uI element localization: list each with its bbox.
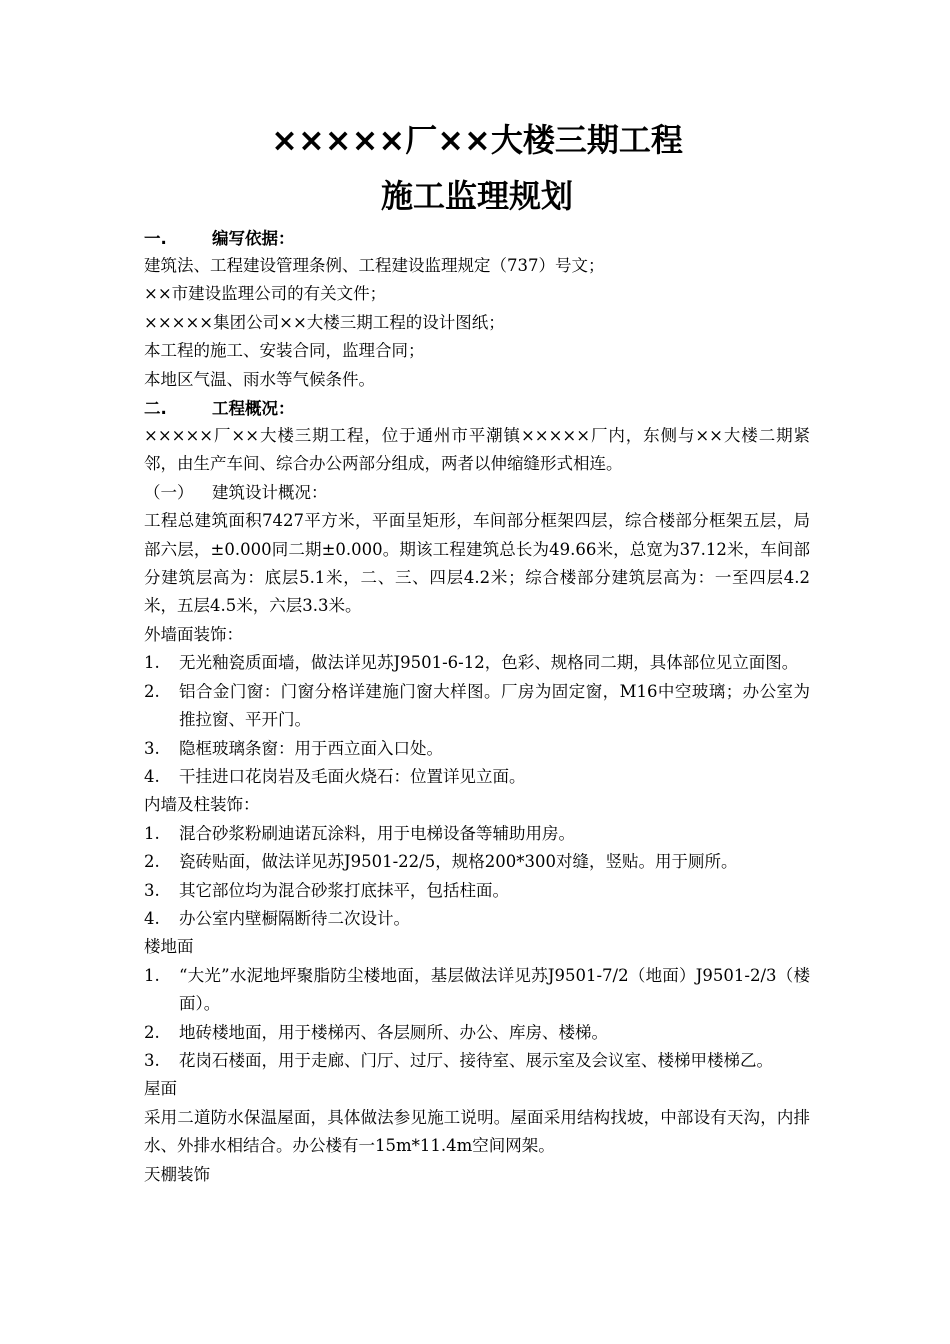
list-item <box>144 649 810 677</box>
list-item-number: 3. <box>144 880 160 900</box>
floor-label: 楼地面 <box>144 937 194 957</box>
exterior-label: 外墙面装饰： <box>144 624 243 644</box>
list-item-text: 混合砂浆粉刷迪诺瓦涂料，用于电梯设备等辅助用房。 <box>179 823 575 843</box>
basis-line: 本地区气温、雨水等气候条件。 <box>144 369 375 389</box>
list-item-text: 地砖楼地面，用于楼梯丙、各层厕所、办公、库房、楼梯。 <box>179 1022 608 1042</box>
list-item <box>144 905 810 933</box>
basis-line: ×××××集团公司××大楼三期工程的设计图纸； <box>144 312 505 332</box>
list-item-number: 1. <box>144 965 160 985</box>
list-item <box>144 820 810 848</box>
basis-line: ××市建设监理公司的有关文件； <box>144 284 387 304</box>
list-item <box>144 962 810 1019</box>
document-page <box>144 112 810 1189</box>
list-item-text: 干挂进口花岗岩及毛面火烧石：位置详见立面。 <box>179 766 526 786</box>
list-item-text: 其它部位均为混合砂浆打底抹平，包括柱面。 <box>179 880 509 900</box>
section2-number: 二. <box>144 399 167 419</box>
project-overview-paragraph: ×××××厂××大楼三期工程，位于通州市平潮镇×××××厂内，东侧与××大楼二期紧邻，由生产车间、综合办公两部分组成，两者以伸缩缝形式相连。 <box>144 426 810 474</box>
list-item <box>144 735 810 763</box>
list-item-text: 隐框玻璃条窗：用于西立面入口处。 <box>179 738 443 758</box>
list-item <box>144 678 810 735</box>
basis-line: 本工程的施工、安装合同，监理合同； <box>144 341 425 361</box>
architecture-subheading-number: （一） <box>144 482 194 502</box>
roof-label: 屋面 <box>144 1079 177 1099</box>
list-item <box>144 763 810 791</box>
list-item-text: 花岗石楼面，用于走廊、门厅、过厅、接待室、展示室及会议室、楼梯甲楼梯乙。 <box>179 1050 773 1070</box>
section2-heading <box>144 396 810 422</box>
list-item-number: 2. <box>144 852 160 872</box>
section1-heading <box>144 226 810 252</box>
section1-title: 编写依据： <box>212 229 295 248</box>
basis-line: 建筑法、工程建设管理条例、工程建设监理规定（737）号文； <box>144 256 605 275</box>
list-item-number: 4. <box>144 908 160 928</box>
list-item <box>144 877 810 905</box>
list-item-text: 无光釉瓷质面墙，做法详见苏J9501-6-12，色彩、规格同二期，具体部位见立面图。 <box>179 653 799 673</box>
list-item <box>144 848 810 876</box>
list-item-number: 1. <box>144 823 160 843</box>
ceiling-label: 天棚装饰 <box>144 1164 210 1184</box>
section2-title: 工程概况： <box>212 399 295 419</box>
roof-paragraph: 采用二道防水保温屋面，具体做法参见施工说明。屋面采用结构找坡，中部设有天沟，内排水、外排水相结合。办公楼有一15m*11.4m空间网架。 <box>144 1107 810 1156</box>
architecture-paragraph: 工程总建筑面积7427平方米，平面呈矩形，车间部分框架四层，综合楼部分框架五层，局部六层，±0.000同二期±0.000。期该工程建筑总长为49.66米，总宽为37.12米，车间部分建筑层高为：底层5.1米，二、三、四层4.2米；综合楼部分建筑层高为：一至四层4.2米，五层4.5米，六层3.3米。 <box>144 511 810 616</box>
architecture-subheading <box>144 479 810 507</box>
list-item-text: “大光”水泥地坪聚脂防尘楼地面，基层做法详见苏J9501-7/2（地面）J9501-2/3（楼面）。 <box>179 965 810 1014</box>
interior-label: 内墙及柱装饰： <box>144 795 260 815</box>
list-item <box>144 1019 810 1047</box>
list-item-number: 3. <box>144 738 160 758</box>
document-title-line1: ×××××厂××大楼三期工程 <box>271 121 683 159</box>
list-item-number: 1. <box>144 653 160 673</box>
list-item <box>144 1047 810 1075</box>
list-item-text: 瓷砖贴面，做法详见苏J9501-22/5，规格200*300对缝，竖贴。用于厕所。 <box>179 852 738 872</box>
list-item-number: 4. <box>144 766 160 786</box>
section1-number: 一. <box>144 229 167 248</box>
list-item-number: 2. <box>144 1022 160 1042</box>
document-title-line2: 施工监理规划 <box>380 177 573 215</box>
list-item-text: 铝合金门窗：门窗分格详建施门窗大样图。厂房为固定窗，M16中空玻璃；办公室为推拉窗、平开门。 <box>179 681 810 730</box>
list-item-text: 办公室内壁橱隔断待二次设计。 <box>179 908 410 928</box>
list-item-number: 3. <box>144 1050 160 1070</box>
list-item-number: 2. <box>144 681 160 701</box>
architecture-subheading-title: 建筑设计概况： <box>212 482 328 502</box>
